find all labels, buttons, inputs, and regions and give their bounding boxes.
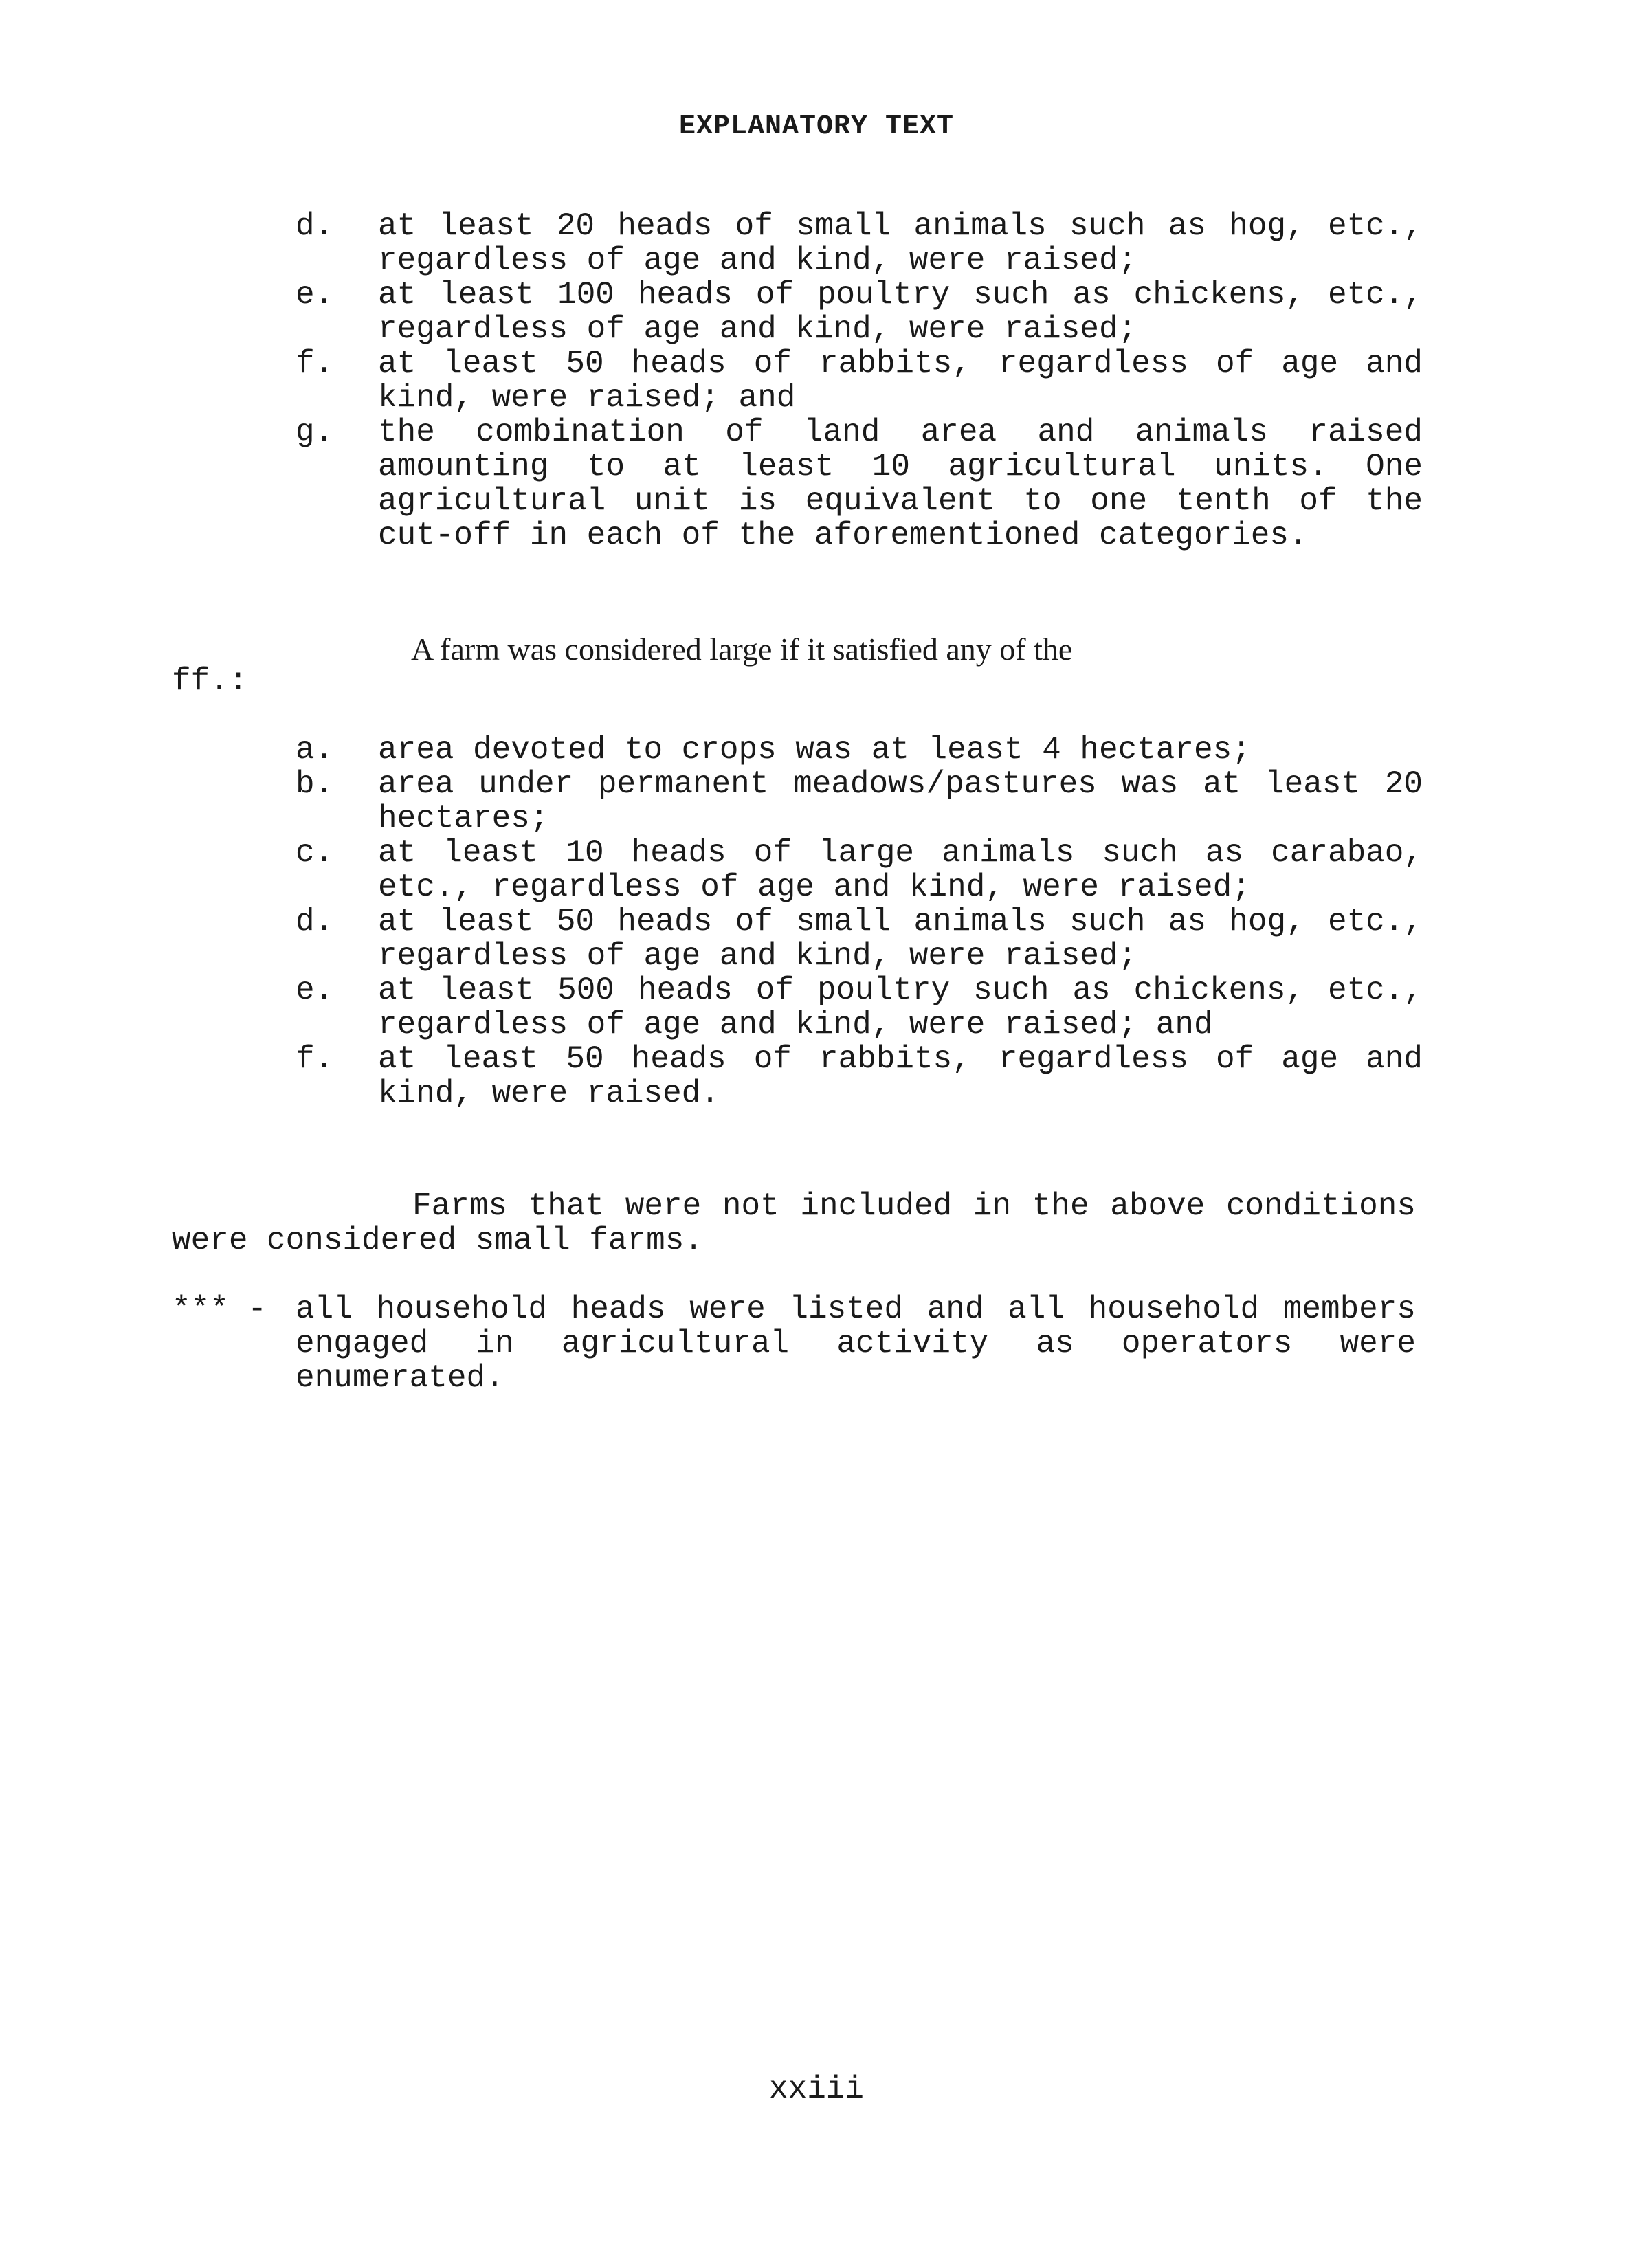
footnote-text: all household heads were listed and all household members engaged in agricultural activity as operators were enumerated. [296,1291,1416,1396]
page-number: xxiii [768,2071,865,2107]
list-marker: f. [296,346,334,381]
footnote-marker: *** - [172,1291,267,1327]
page-title: EXPLANATORY TEXT [678,111,955,142]
list-marker: b. [296,766,334,802]
list-item [296,278,1423,346]
list-item-text: area under permanent meadows/pastures was at least 20 hectares; [378,766,1423,836]
list-item [296,209,1423,278]
list-marker: f. [296,1041,334,1077]
criteria-list-continued [296,209,1423,553]
list-item-text: the combination of land area and animals raised amounting to at least 10 agricultural units. One agricultural unit is equivalent to one tenth of the cut-off in each of the aforementioned categories. [378,414,1423,553]
list-item-text: at least 50 heads of rabbits, regardless of age and kind, were raised; and [378,346,1423,416]
list-item [296,767,1423,836]
footnote [172,1292,1416,1395]
list-item [296,415,1423,553]
list-marker: d. [296,208,334,244]
list-item-text: at least 20 heads of small animals such as hog, etc., regardless of age and kind, were raised; [378,208,1423,278]
list-marker: e. [296,277,334,313]
list-marker: e. [296,972,334,1008]
list-marker: g. [296,414,334,450]
list-item-text: at least 100 heads of poultry such as chickens, etc., regardless of age and kind, were raised; [378,277,1423,347]
list-item-text: at least 500 heads of poultry such as chickens, etc., regardless of age and kind, were raised; and [378,972,1423,1043]
list-marker: a. [296,732,334,768]
list-item [296,973,1423,1042]
list-item [296,733,1423,767]
list-item [296,836,1423,904]
large-farm-intro: A farm was considered large if it satisfied any of the [411,632,1073,667]
large-farm-intro-continuation: ff.: [172,663,248,699]
large-farm-criteria-list [296,733,1423,1111]
list-item [296,346,1423,415]
list-item [296,1042,1423,1111]
list-item [296,904,1423,973]
list-item-text: at least 50 heads of rabbits, regardless of age and kind, were raised. [378,1041,1423,1111]
small-farms-paragraph: Farms that were not included in the above conditions were considered small farms. [172,1188,1416,1258]
list-marker: c. [296,835,334,871]
list-item-text: at least 50 heads of small animals such as hog, etc., regardless of age and kind, were raised; [378,904,1423,974]
list-item-text: at least 10 heads of large animals such as carabao, etc., regardless of age and kind, were raised; [378,835,1423,905]
list-item-text: area devoted to crops was at least 4 hectares; [378,732,1251,768]
list-marker: d. [296,904,334,940]
